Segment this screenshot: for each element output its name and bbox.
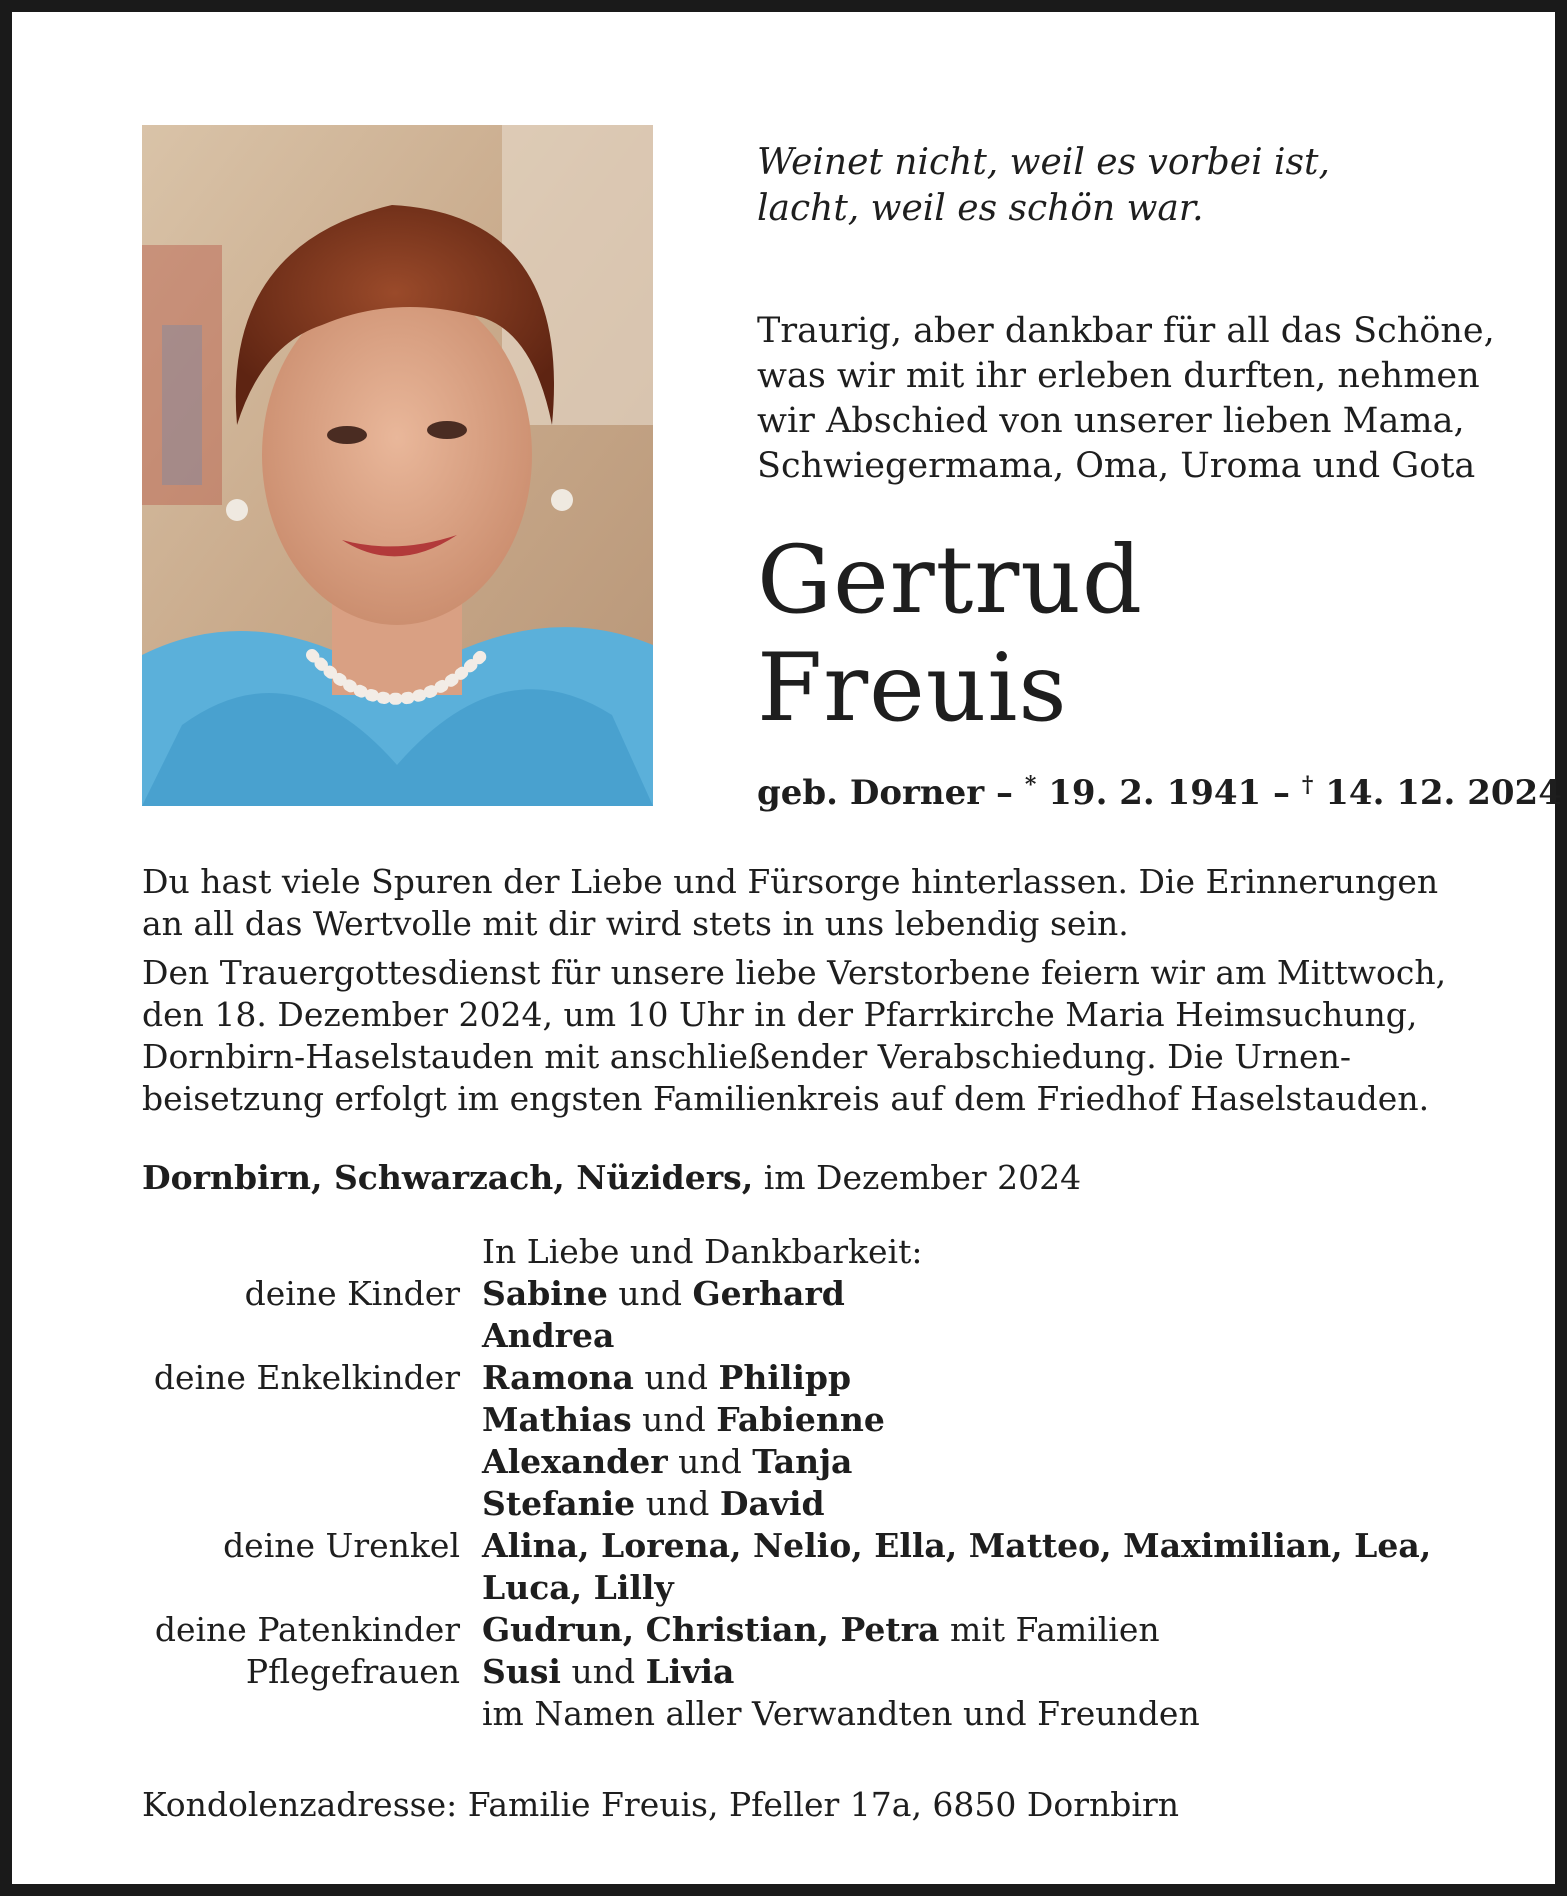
life-dates: geb. Dorner – * 19. 2. 1941 – † 14. 12. 2024 — [757, 772, 1562, 813]
intro-line: wir Abschied von unserer lieben Mama, — [757, 401, 1465, 441]
deceased-name — [757, 527, 1143, 743]
death-mark: † — [1301, 772, 1314, 798]
intro-line: Schwiegermama, Oma, Uroma und Gota — [757, 446, 1476, 486]
family-row — [142, 1442, 1502, 1484]
paragraph-line: Den Trauergottesdienst für unsere liebe Verstorbene feiern wir am Mittwoch, — [142, 953, 1447, 992]
relation-label: deine Urenkel — [223, 1526, 460, 1565]
conjunction: und — [618, 1274, 682, 1313]
relation-label: deine Patenkinder — [154, 1610, 460, 1649]
conjunction: und — [644, 1358, 709, 1397]
family-suffix: mit Familien — [949, 1610, 1160, 1649]
memory-paragraph — [142, 861, 1438, 945]
birth-mark: * — [1024, 772, 1037, 798]
intro-line: Traurig, aber dankbar für all das Schöne, — [757, 311, 1495, 351]
family-list — [142, 1232, 1502, 1736]
paragraph-line: beisetzung erfolgt im engsten Familienkreis auf dem Friedhof Haselstauden. — [142, 1079, 1430, 1118]
family-row — [142, 1610, 1502, 1652]
family-name: Alina, Lorena, Nelio, Ella, Matteo, Maximilian, Lea, — [482, 1526, 1432, 1565]
family-name: Ramona — [482, 1358, 634, 1397]
paragraph-line: Dornbirn-Haselstauden mit anschließender Verabschiedung. Die Urnen- — [142, 1037, 1351, 1076]
conjunction: und — [645, 1484, 710, 1523]
conjunction: und — [678, 1442, 742, 1481]
memorial-quote — [757, 140, 1517, 232]
family-row — [142, 1694, 1502, 1736]
family-row — [142, 1526, 1502, 1568]
relation-label: deine Kinder — [244, 1274, 460, 1313]
family-name: Gudrun, Christian, Petra — [482, 1610, 940, 1649]
relation-label: Pflegefrauen — [245, 1652, 460, 1691]
paragraph-line: den 18. Dezember 2024, um 10 Uhr in der Pfarrkirche Maria Heimsuchung, — [142, 995, 1418, 1034]
paragraph-line: Du hast viele Spuren der Liebe und Fürsorge hinterlassen. Die Erinnerungen — [142, 862, 1439, 901]
conjunction: und — [642, 1400, 706, 1439]
paragraph-line: an all das Wertvolle mit dir wird stets in uns lebendig sein. — [142, 904, 1129, 943]
family-name: David — [719, 1484, 825, 1523]
intro-line: was wir mit ihr erleben durften, nehmen — [757, 356, 1480, 396]
condolence-address: Kondolenzadresse: Familie Freuis, Pfeller 17a, 6850 Dornbirn — [142, 1785, 1179, 1824]
family-name: Luca, Lilly — [482, 1568, 674, 1607]
family-row — [142, 1484, 1502, 1526]
intro-text — [757, 309, 1495, 489]
family-row — [142, 1400, 1502, 1442]
family-name: Tanja — [752, 1442, 853, 1481]
portrait-photo — [142, 125, 653, 806]
family-row — [142, 1652, 1502, 1694]
place-date: im Dezember 2024 — [763, 1158, 1082, 1197]
last-name: Freuis — [757, 634, 1068, 743]
family-name: Philipp — [718, 1358, 852, 1397]
family-name: Livia — [645, 1652, 735, 1691]
family-name: Alexander — [482, 1442, 668, 1481]
towns: Dornbirn, Schwarzach, Nüziders, — [142, 1158, 754, 1197]
family-name: Stefanie — [482, 1484, 636, 1523]
family-name: Susi — [482, 1652, 561, 1691]
birth-date: 19. 2. 1941 — [1048, 773, 1262, 813]
family-row — [142, 1316, 1502, 1358]
family-name: Sabine — [482, 1274, 608, 1313]
family-name: Mathias — [482, 1400, 632, 1439]
family-row — [142, 1232, 1502, 1274]
place-date-line — [142, 1158, 1081, 1197]
family-row — [142, 1274, 1502, 1316]
family-name: Andrea — [482, 1316, 615, 1355]
relation-label: deine Enkelkinder — [153, 1358, 460, 1397]
conjunction: und — [571, 1652, 636, 1691]
family-row — [142, 1358, 1502, 1400]
family-name: Gerhard — [692, 1274, 845, 1313]
family-header: In Liebe und Dankbarkeit: — [482, 1232, 923, 1271]
family-closing: im Namen aller Verwandten und Freunden — [482, 1694, 1200, 1733]
quote-line: lacht, weil es schön war. — [757, 188, 1204, 229]
quote-line: Weinet nicht, weil es vorbei ist, — [757, 142, 1330, 183]
maiden-name: geb. Dorner — [757, 773, 985, 813]
first-name: Gertrud — [757, 526, 1144, 635]
death-date: 14. 12. 2024 — [1325, 773, 1562, 813]
service-paragraph — [142, 952, 1446, 1120]
portrait-illustration — [142, 125, 653, 806]
family-name: Fabienne — [716, 1400, 885, 1439]
family-row — [142, 1568, 1502, 1610]
